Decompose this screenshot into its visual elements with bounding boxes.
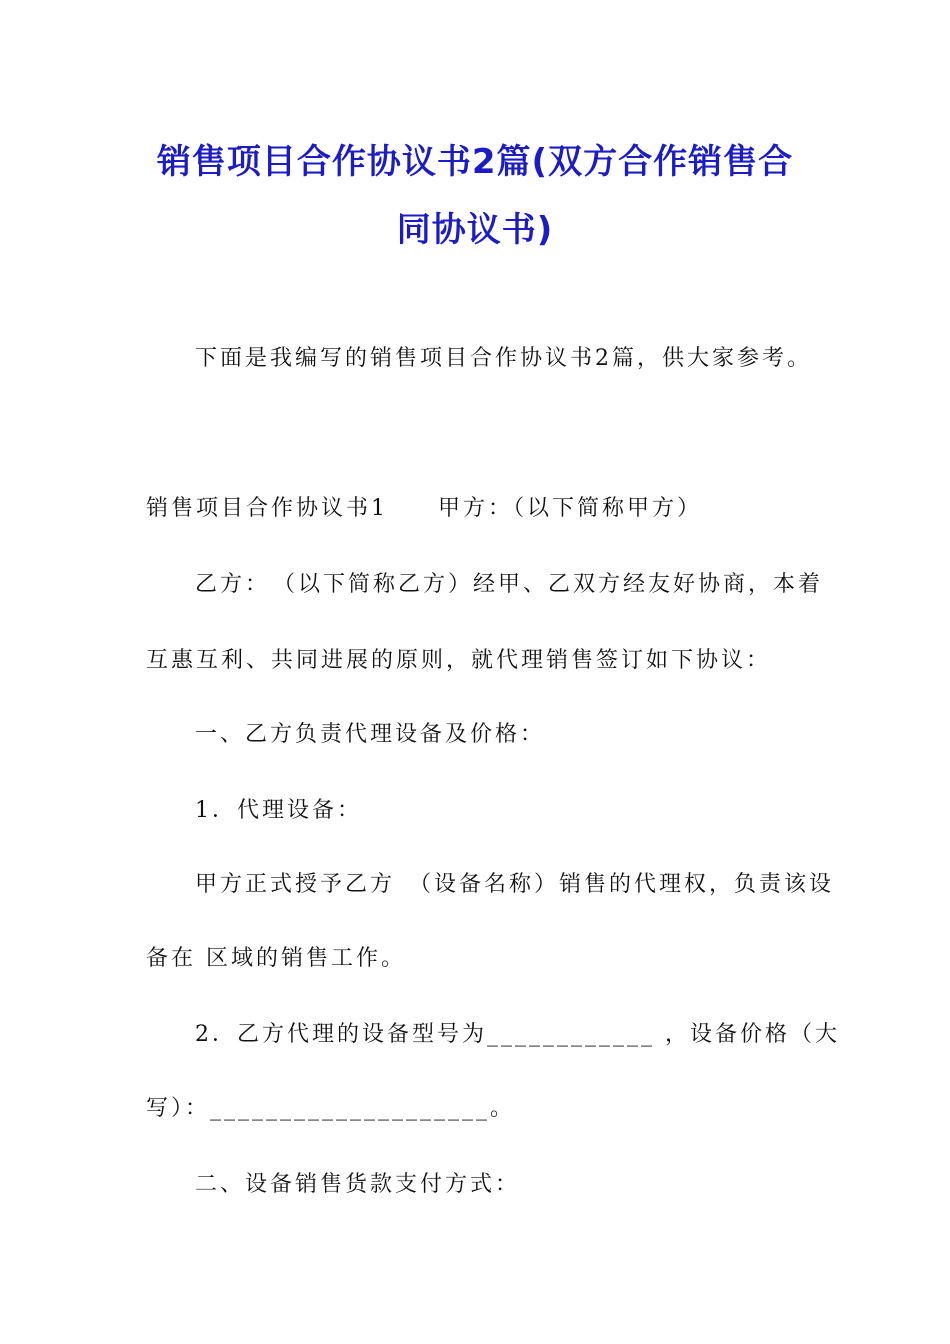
authorization-paragraph-line-1: 甲方正式授予乙方 （设备名称）销售的代理权，负责该设 — [195, 872, 835, 897]
item-2-line-2: 写）：____________________。 — [146, 1096, 516, 1121]
party-b-paragraph-line-1: 乙方： （以下简称乙方）经甲、乙双方经友好协商，本着 — [195, 572, 824, 597]
authorization-paragraph-line-2: 备在 区域的销售工作。 — [146, 946, 406, 971]
item-1-heading: 1．代理设备： — [195, 798, 362, 823]
section-1-heading: 一、乙方负责代理设备及价格： — [195, 722, 546, 747]
agreement-heading: 销售项目合作协议书1 甲方：（以下简称甲方） — [146, 496, 702, 521]
item-2-line-1: 2．乙方代理的设备型号为____________ ，设备价格（大 — [195, 1022, 840, 1047]
document-title-line-1: 销售项目合作协议书2篇(双方合作销售合 — [156, 142, 794, 182]
section-2-heading: 二、设备销售货款支付方式： — [195, 1172, 521, 1197]
party-b-paragraph-line-2: 互惠互利、共同进展的原则，就代理销售签订如下协议： — [146, 648, 772, 673]
document-title-line-2: 同协议书) — [396, 210, 554, 250]
intro-paragraph: 下面是我编写的销售项目合作协议书2篇，供大家参考。 — [195, 346, 812, 371]
